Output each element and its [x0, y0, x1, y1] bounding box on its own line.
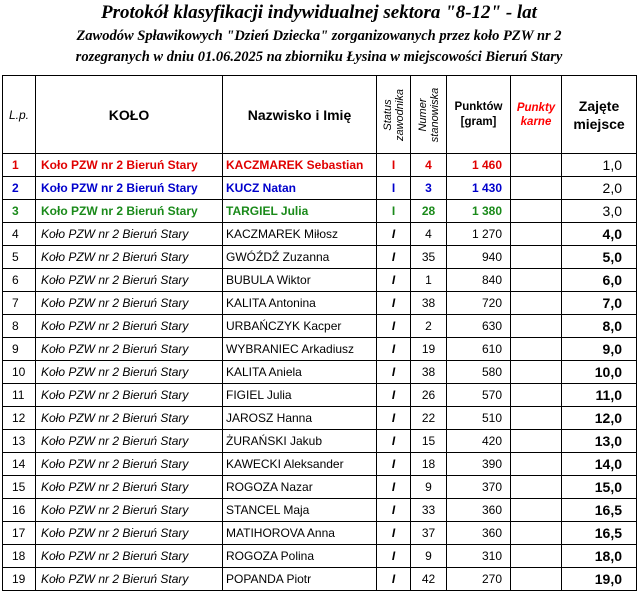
cell-lp: 11	[3, 384, 36, 407]
cell-penalty	[511, 545, 562, 568]
cell-status: I	[377, 430, 411, 453]
cell-penalty	[511, 338, 562, 361]
cell-penalty	[511, 476, 562, 499]
cell-status: I	[377, 292, 411, 315]
cell-penalty	[511, 568, 562, 591]
cell-place: 2,0	[562, 177, 637, 200]
table-row	[3, 522, 637, 545]
table-row	[3, 292, 637, 315]
cell-name: KALITA Aniela	[223, 361, 377, 384]
cell-stand: 38	[411, 292, 447, 315]
cell-lp: 3	[3, 200, 36, 223]
col-header-points: Punktów [gram]	[447, 76, 511, 154]
cell-name: BUBULA Wiktor	[223, 269, 377, 292]
cell-penalty	[511, 200, 562, 223]
cell-status: I	[377, 568, 411, 591]
cell-penalty	[511, 384, 562, 407]
cell-lp: 10	[3, 361, 36, 384]
col-header-kolo: KOŁO	[36, 76, 223, 154]
cell-penalty	[511, 315, 562, 338]
table-row	[3, 430, 637, 453]
cell-stand: 28	[411, 200, 447, 223]
cell-status: I	[377, 154, 411, 177]
cell-grams: 420	[447, 430, 511, 453]
cell-stand: 2	[411, 315, 447, 338]
cell-lp: 5	[3, 246, 36, 269]
col-header-place: Zajęte miejsce	[562, 76, 637, 154]
table-row	[3, 545, 637, 568]
cell-grams: 360	[447, 522, 511, 545]
cell-grams: 270	[447, 568, 511, 591]
cell-place: 11,0	[562, 384, 637, 407]
cell-place: 1,0	[562, 154, 637, 177]
cell-name: KALITA Antonina	[223, 292, 377, 315]
table-row	[3, 499, 637, 522]
cell-penalty	[511, 430, 562, 453]
cell-place: 19,0	[562, 568, 637, 591]
cell-place: 10,0	[562, 361, 637, 384]
table-row	[3, 407, 637, 430]
cell-kolo: Koło PZW nr 2 Bieruń Stary	[36, 292, 223, 315]
cell-place: 8,0	[562, 315, 637, 338]
cell-name: KUCZ Natan	[223, 177, 377, 200]
cell-name: GWÓŹDŹ Zuzanna	[223, 246, 377, 269]
cell-name: ROGOZA Polina	[223, 545, 377, 568]
cell-kolo: Koło PZW nr 2 Bieruń Stary	[36, 476, 223, 499]
cell-place: 16,5	[562, 522, 637, 545]
cell-lp: 16	[3, 499, 36, 522]
table-row	[3, 476, 637, 499]
cell-stand: 1	[411, 269, 447, 292]
cell-stand: 18	[411, 453, 447, 476]
results-table	[2, 75, 637, 591]
col-header-penalty: Punkty karne	[511, 76, 562, 154]
results-body	[3, 154, 637, 591]
cell-kolo: Koło PZW nr 2 Bieruń Stary	[36, 361, 223, 384]
cell-lp: 14	[3, 453, 36, 476]
table-row	[3, 384, 637, 407]
cell-stand: 9	[411, 545, 447, 568]
document-subtitle-2: rozegranych w dniu 01.06.2025 na zbiorniku Łysina w miejscowości Bieruń Stary	[75, 49, 563, 65]
cell-grams: 510	[447, 407, 511, 430]
table-row	[3, 177, 637, 200]
cell-status: I	[377, 361, 411, 384]
cell-penalty	[511, 154, 562, 177]
cell-stand: 4	[411, 154, 447, 177]
cell-kolo: Koło PZW nr 2 Bieruń Stary	[36, 407, 223, 430]
cell-status: I	[377, 545, 411, 568]
cell-lp: 2	[3, 177, 36, 200]
cell-kolo: Koło PZW nr 2 Bieruń Stary	[36, 545, 223, 568]
table-row	[3, 338, 637, 361]
cell-grams: 360	[447, 499, 511, 522]
cell-penalty	[511, 177, 562, 200]
cell-place: 13,0	[562, 430, 637, 453]
cell-status: I	[377, 177, 411, 200]
cell-kolo: Koło PZW nr 2 Bieruń Stary	[36, 177, 223, 200]
cell-place: 3,0	[562, 200, 637, 223]
cell-place: 16,5	[562, 499, 637, 522]
cell-kolo: Koło PZW nr 2 Bieruń Stary	[36, 269, 223, 292]
cell-grams: 1 380	[447, 200, 511, 223]
cell-grams: 610	[447, 338, 511, 361]
col-header-stand	[411, 76, 447, 154]
table-row	[3, 246, 637, 269]
cell-place: 18,0	[562, 545, 637, 568]
cell-lp: 19	[3, 568, 36, 591]
cell-penalty	[511, 269, 562, 292]
cell-lp: 4	[3, 223, 36, 246]
cell-kolo: Koło PZW nr 2 Bieruń Stary	[36, 384, 223, 407]
cell-place: 6,0	[562, 269, 637, 292]
cell-grams: 370	[447, 476, 511, 499]
cell-status: I	[377, 200, 411, 223]
cell-grams: 310	[447, 545, 511, 568]
cell-grams: 1 270	[447, 223, 511, 246]
cell-name: STANCEL Maja	[223, 499, 377, 522]
cell-grams: 630	[447, 315, 511, 338]
cell-place: 14,0	[562, 453, 637, 476]
cell-kolo: Koło PZW nr 2 Bieruń Stary	[36, 246, 223, 269]
table-row	[3, 269, 637, 292]
cell-grams: 940	[447, 246, 511, 269]
table-row	[3, 223, 637, 246]
cell-kolo: Koło PZW nr 2 Bieruń Stary	[36, 430, 223, 453]
cell-stand: 38	[411, 361, 447, 384]
cell-stand: 22	[411, 407, 447, 430]
cell-status: I	[377, 476, 411, 499]
cell-place: 5,0	[562, 246, 637, 269]
cell-kolo: Koło PZW nr 2 Bieruń Stary	[36, 154, 223, 177]
cell-kolo: Koło PZW nr 2 Bieruń Stary	[36, 315, 223, 338]
cell-grams: 840	[447, 269, 511, 292]
cell-name: KACZMAREK Sebastian	[223, 154, 377, 177]
cell-grams: 720	[447, 292, 511, 315]
cell-kolo: Koło PZW nr 2 Bieruń Stary	[36, 499, 223, 522]
cell-grams: 580	[447, 361, 511, 384]
cell-place: 4,0	[562, 223, 637, 246]
cell-lp: 7	[3, 292, 36, 315]
cell-name: ŻURAŃSKI Jakub	[223, 430, 377, 453]
cell-penalty	[511, 246, 562, 269]
document-subtitle-1: Zawodów Spławikowych "Dzień Dziecka" zorganizowanych przez koło PZW nr 2	[76, 28, 562, 44]
cell-penalty	[511, 292, 562, 315]
cell-stand: 42	[411, 568, 447, 591]
cell-status: I	[377, 453, 411, 476]
cell-name: MATIHOROVA Anna	[223, 522, 377, 545]
cell-name: WYBRANIEC Arkadiusz	[223, 338, 377, 361]
table-row	[3, 154, 637, 177]
cell-stand: 35	[411, 246, 447, 269]
cell-kolo: Koło PZW nr 2 Bieruń Stary	[36, 568, 223, 591]
col-header-name: Nazwisko i Imię	[223, 76, 377, 154]
col-header-status	[377, 76, 411, 154]
cell-lp: 17	[3, 522, 36, 545]
cell-stand: 33	[411, 499, 447, 522]
cell-lp: 6	[3, 269, 36, 292]
cell-penalty	[511, 407, 562, 430]
cell-penalty	[511, 453, 562, 476]
cell-kolo: Koło PZW nr 2 Bieruń Stary	[36, 453, 223, 476]
cell-status: I	[377, 522, 411, 545]
cell-stand: 4	[411, 223, 447, 246]
cell-name: JAROSZ Hanna	[223, 407, 377, 430]
cell-lp: 8	[3, 315, 36, 338]
cell-grams: 1 460	[447, 154, 511, 177]
cell-penalty	[511, 499, 562, 522]
cell-penalty	[511, 223, 562, 246]
cell-grams: 1 430	[447, 177, 511, 200]
cell-stand: 19	[411, 338, 447, 361]
table-row	[3, 361, 637, 384]
table-row	[3, 200, 637, 223]
table-row	[3, 568, 637, 591]
cell-name: POPANDA Piotr	[223, 568, 377, 591]
cell-place: 15,0	[562, 476, 637, 499]
cell-stand: 15	[411, 430, 447, 453]
cell-lp: 12	[3, 407, 36, 430]
cell-lp: 13	[3, 430, 36, 453]
cell-grams: 570	[447, 384, 511, 407]
cell-status: I	[377, 499, 411, 522]
col-header-stand-label: Numer stanowiska	[416, 87, 441, 142]
cell-lp: 1	[3, 154, 36, 177]
cell-lp: 18	[3, 545, 36, 568]
cell-name: FIGIEL Julia	[223, 384, 377, 407]
cell-status: I	[377, 384, 411, 407]
cell-kolo: Koło PZW nr 2 Bieruń Stary	[36, 338, 223, 361]
cell-status: I	[377, 338, 411, 361]
cell-kolo: Koło PZW nr 2 Bieruń Stary	[36, 522, 223, 545]
cell-status: I	[377, 407, 411, 430]
cell-place: 12,0	[562, 407, 637, 430]
cell-name: KACZMAREK Miłosz	[223, 223, 377, 246]
cell-grams: 390	[447, 453, 511, 476]
cell-lp: 9	[3, 338, 36, 361]
cell-status: I	[377, 269, 411, 292]
cell-name: KAWECKI Aleksander	[223, 453, 377, 476]
col-header-status-label: Status zawodnika	[381, 88, 406, 141]
cell-place: 9,0	[562, 338, 637, 361]
table-row	[3, 453, 637, 476]
cell-lp: 15	[3, 476, 36, 499]
cell-kolo: Koło PZW nr 2 Bieruń Stary	[36, 200, 223, 223]
cell-stand: 3	[411, 177, 447, 200]
cell-penalty	[511, 522, 562, 545]
cell-name: ROGOZA Nazar	[223, 476, 377, 499]
col-header-lp: L.p.	[3, 76, 36, 154]
cell-status: I	[377, 315, 411, 338]
cell-name: URBAŃCZYK Kacper	[223, 315, 377, 338]
cell-stand: 26	[411, 384, 447, 407]
cell-status: I	[377, 246, 411, 269]
cell-place: 7,0	[562, 292, 637, 315]
table-row	[3, 315, 637, 338]
header-row	[3, 76, 637, 154]
cell-stand: 37	[411, 522, 447, 545]
cell-name: TARGIEL Julia	[223, 200, 377, 223]
cell-stand: 9	[411, 476, 447, 499]
cell-penalty	[511, 361, 562, 384]
cell-status: I	[377, 223, 411, 246]
document-title: Protokół klasyfikacji indywidualnej sektora "8-12" - lat	[101, 2, 537, 23]
cell-kolo: Koło PZW nr 2 Bieruń Stary	[36, 223, 223, 246]
